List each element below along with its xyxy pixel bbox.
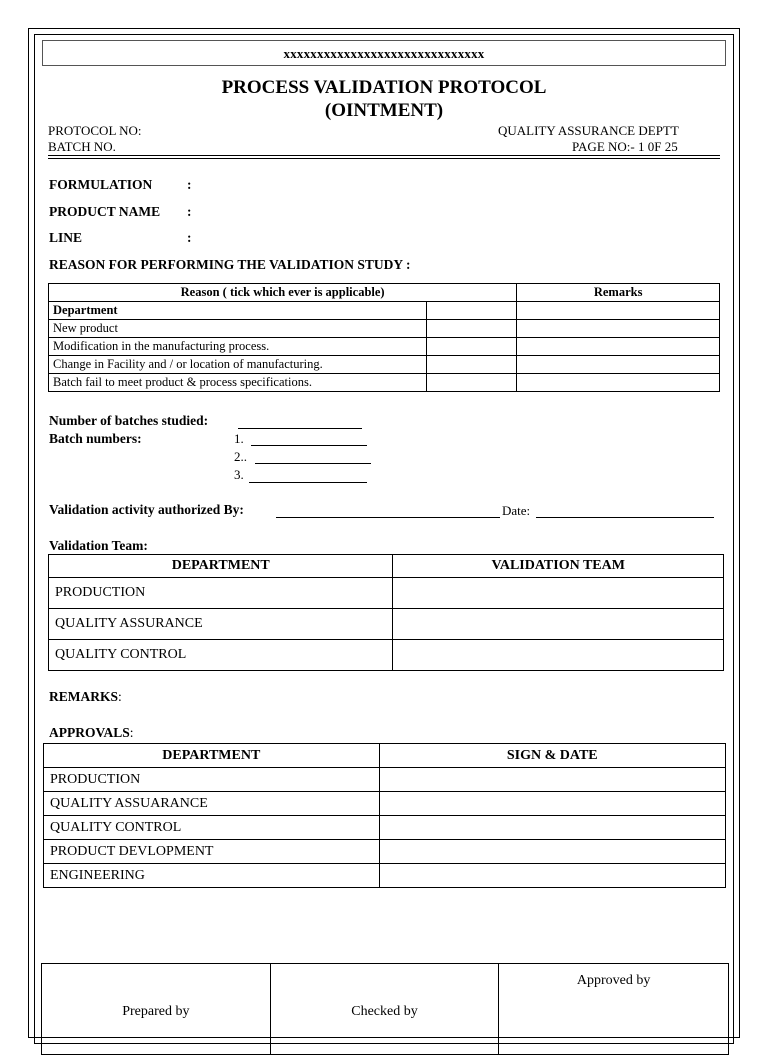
prepared-by-label: Prepared by — [122, 1004, 190, 1019]
team-row-quality-assurance: QUALITY ASSURANCE — [49, 609, 393, 640]
sign-date-cell[interactable] — [379, 840, 725, 864]
remarks-header: Remarks — [517, 284, 720, 302]
tick-cell[interactable] — [427, 302, 517, 320]
checked-by-label: Checked by — [351, 1004, 418, 1019]
tick-cell[interactable] — [427, 356, 517, 374]
validation-team-table — [48, 554, 724, 671]
batch-number-2-blank[interactable] — [255, 449, 371, 464]
remarks-cell[interactable] — [517, 356, 720, 374]
sign-date-cell[interactable] — [379, 792, 725, 816]
approvals-row-production: PRODUCTION — [44, 768, 380, 792]
protocol-no-label: PROTOCOL NO: — [48, 123, 142, 138]
sign-date-cell[interactable] — [379, 816, 725, 840]
validation-team-heading: Validation Team: — [49, 538, 148, 553]
batch-number-3-label: 3. — [234, 467, 244, 482]
team-department-header: DEPARTMENT — [49, 555, 393, 578]
approvals-row-product-development: PRODUCT DEVLOPMENT — [44, 840, 380, 864]
batch-numbers-label: Batch numbers: — [49, 431, 142, 446]
sign-date-cell[interactable] — [379, 768, 725, 792]
sign-date-cell[interactable] — [379, 864, 725, 888]
batch-number-1-blank[interactable] — [251, 431, 367, 446]
approvals-table — [43, 743, 726, 888]
approvals-row-engineering: ENGINEERING — [44, 864, 380, 888]
approvals-sign-header: SIGN & DATE — [379, 744, 725, 768]
tick-cell[interactable] — [427, 374, 517, 392]
batch-number-1-label: 1. — [234, 431, 244, 446]
batch-number-2-label: 2.. — [234, 449, 247, 464]
reason-row-department: Department — [49, 302, 427, 320]
team-validation-header: VALIDATION TEAM — [393, 555, 724, 578]
line-label: LINE — [49, 230, 83, 245]
header-rule-2 — [48, 158, 720, 159]
team-row-quality-control: QUALITY CONTROL — [49, 640, 393, 671]
remarks-label: REMARKS: — [49, 689, 122, 704]
prepared-by-cell[interactable] — [42, 964, 271, 1055]
reason-table — [48, 283, 720, 392]
batches-studied-blank[interactable] — [238, 413, 362, 429]
batch-number-3-blank[interactable] — [249, 467, 367, 483]
department-label: QUALITY ASSURANCE DEPTT — [498, 123, 679, 138]
batches-studied-label: Number of batches studied: — [49, 413, 209, 428]
approvals-department-header: DEPARTMENT — [44, 744, 380, 768]
tick-cell[interactable] — [427, 338, 517, 356]
document-title: PROCESS VALIDATION PROTOCOL — [221, 77, 547, 98]
tick-cell[interactable] — [427, 320, 517, 338]
reason-row-batch-fail: Batch fail to meet product & process specifications. — [49, 374, 427, 392]
reason-row-new-product: New product — [49, 320, 427, 338]
product-name-label: PRODUCT NAME — [49, 204, 161, 219]
approvals-heading: APPROVALS: — [49, 725, 134, 740]
formulation-colon: : — [187, 177, 192, 192]
date-blank[interactable] — [536, 502, 714, 518]
reason-row-facility-change: Change in Facility and / or location of manufacturing. — [49, 356, 427, 374]
reason-header: Reason ( tick which ever is applicable) — [49, 284, 517, 302]
page-number: PAGE NO:- 1 0F 25 — [572, 139, 678, 154]
date-label: Date: — [502, 503, 531, 518]
authorized-by-label: Validation activity authorized By: — [49, 502, 244, 517]
approved-by-label: Approved by — [576, 973, 651, 988]
team-member-cell[interactable] — [393, 640, 724, 671]
document-subtitle: (OINTMENT) — [324, 100, 444, 121]
remarks-cell[interactable] — [517, 374, 720, 392]
remarks-cell[interactable] — [517, 302, 720, 320]
team-member-cell[interactable] — [393, 609, 724, 640]
approved-by-cell[interactable] — [499, 964, 729, 1055]
remarks-cell[interactable] — [517, 320, 720, 338]
checked-by-cell[interactable] — [270, 964, 499, 1055]
product-name-colon: : — [187, 204, 192, 219]
batch-no-label: BATCH NO. — [48, 139, 116, 154]
company-name-mask: xxxxxxxxxxxxxxxxxxxxxxxxxxxxxx — [42, 40, 726, 66]
remarks-cell[interactable] — [517, 338, 720, 356]
reason-row-modification: Modification in the manufacturing process. — [49, 338, 427, 356]
team-row-production: PRODUCTION — [49, 578, 393, 609]
authorized-by-blank[interactable] — [276, 502, 500, 518]
signoff-table — [41, 963, 729, 1055]
approvals-row-quality-assurance: QUALITY ASSUARANCE — [44, 792, 380, 816]
reason-heading: REASON FOR PERFORMING THE VALIDATION STUDY : — [49, 257, 411, 272]
header-rule-1 — [48, 155, 720, 156]
approvals-row-quality-control: QUALITY CONTROL — [44, 816, 380, 840]
formulation-label: FORMULATION — [49, 177, 153, 192]
team-member-cell[interactable] — [393, 578, 724, 609]
line-colon: : — [187, 230, 192, 245]
